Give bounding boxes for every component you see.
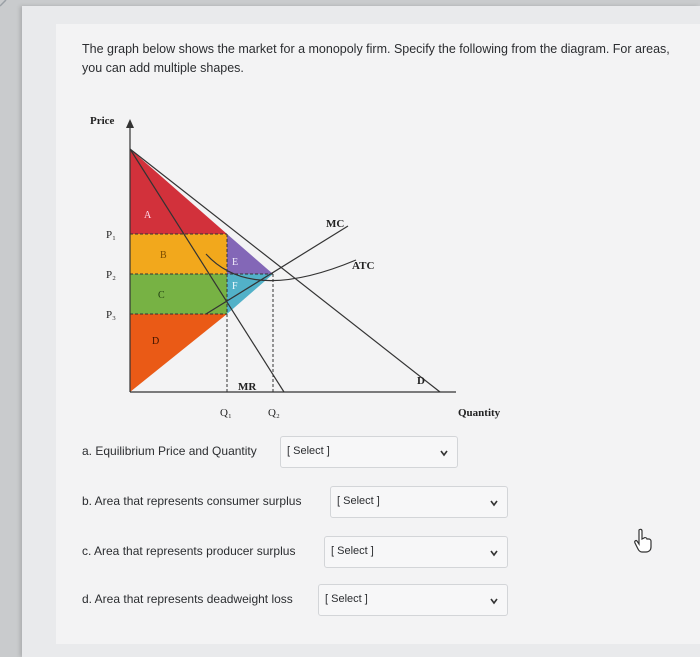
- area-c-label: C: [158, 290, 165, 301]
- select-equilibrium-value: [ Select ]: [287, 445, 330, 457]
- chevron-down-icon: [439, 448, 449, 458]
- corner-mark-icon: [0, 0, 10, 10]
- price-label-p2: P₂: [106, 269, 116, 281]
- chevron-down-icon: [489, 548, 499, 558]
- quantity-label-q1: Q₁: [220, 407, 232, 419]
- area-a-label: A: [144, 210, 152, 221]
- mc-label: MC: [326, 218, 345, 230]
- area-d: [130, 314, 227, 392]
- select-deadweight-loss[interactable]: [318, 584, 508, 616]
- question-label-c: c. Area that represents producer surplus: [82, 544, 296, 558]
- price-label-p1: P₁: [106, 229, 116, 241]
- question-label-b: b. Area that represents consumer surplus: [82, 494, 302, 508]
- question-row-a: [82, 436, 682, 470]
- demand-label: D: [417, 375, 425, 387]
- x-axis-label: Quantity: [458, 407, 501, 419]
- area-b: [130, 234, 227, 274]
- question-prompt: The graph below shows the market for a monopoly firm. Specify the following from the diagram. For areas, you can add multiple shapes.: [82, 42, 670, 75]
- question-row-d: [82, 584, 682, 618]
- select-consumer-surplus[interactable]: [330, 486, 508, 518]
- mr-label: MR: [238, 381, 257, 393]
- quantity-label-q2: Q₂: [268, 407, 280, 419]
- select-consumer-surplus-value: [ Select ]: [337, 495, 380, 507]
- question-row-c: [82, 536, 682, 570]
- question-card: [56, 24, 700, 644]
- area-b-label: B: [160, 250, 167, 261]
- y-axis-arrow: [126, 119, 134, 128]
- chevron-down-icon: [489, 498, 499, 508]
- quiz-page: [22, 6, 700, 657]
- select-deadweight-loss-value: [ Select ]: [325, 593, 368, 605]
- area-d-label: D: [152, 336, 160, 347]
- monopoly-graph: [56, 24, 700, 444]
- question-label-d: d. Area that represents deadweight loss: [82, 592, 293, 606]
- select-equilibrium[interactable]: [280, 436, 458, 468]
- select-producer-surplus[interactable]: [324, 536, 508, 568]
- select-producer-surplus-value: [ Select ]: [331, 545, 374, 557]
- y-axis-label: Price: [90, 115, 115, 127]
- chevron-down-icon: [489, 596, 499, 606]
- area-f-label: F: [232, 281, 238, 292]
- area-e: [227, 234, 273, 274]
- price-label-p3: P₃: [106, 309, 116, 321]
- atc-label: ATC: [352, 260, 375, 272]
- hand-pointer-icon: [632, 528, 654, 554]
- question-row-b: [82, 486, 682, 520]
- question-label-a: a. Equilibrium Price and Quantity: [82, 444, 257, 458]
- area-a: [130, 149, 227, 234]
- area-e-label: E: [232, 257, 239, 268]
